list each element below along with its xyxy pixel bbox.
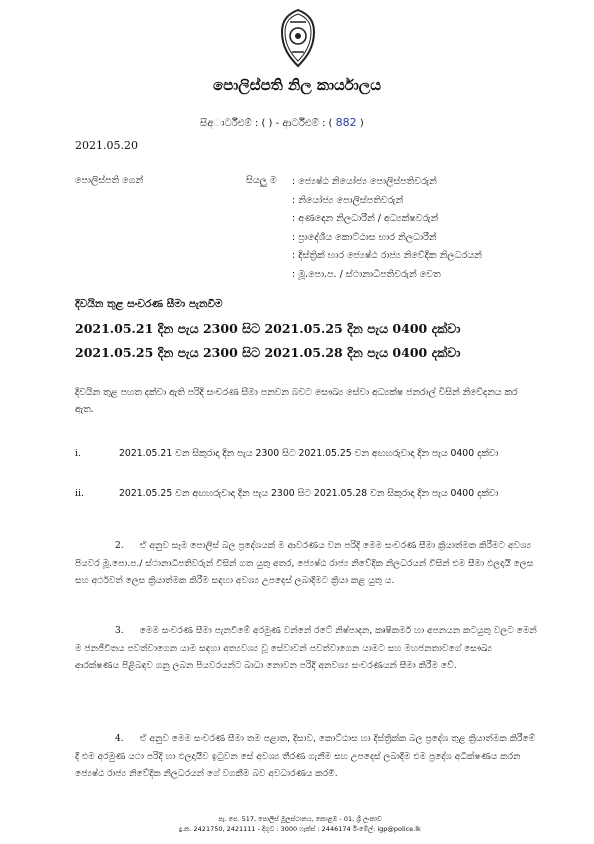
- paragraph-2: [75, 538, 537, 591]
- heading-line-2: 2021.05.25 දින පැය 2300 සිට 2021.05.28 දින පැය 0400 දක්වා: [75, 345, 461, 360]
- paragraph-number: 4.: [115, 734, 124, 744]
- list-item-number: i.: [75, 448, 81, 459]
- recipient-item: : මූ.පො.ප. / ස්ථානාධිපතිවරුන් වෙත: [292, 268, 441, 280]
- footer-contacts: දු.ක. 2421750, 2421111 - දිගුව : 3000 ෆැක්ස් : 2446174 ඊ-මේල්: igp@police.lk: [179, 825, 421, 833]
- paragraph-text: ඒ අනුව මෙම සංචරණ සීමා තම පළාත, දිසාව, කොට්ඨාස හා දිස්ත්‍රික්ක බල ප්‍රදේශ තුළ ක්‍රියාත්මක කිරීමේ දී එම අරමුණ යථා පරිදි හා ඵලදායීව ඉටුවන සේ අවශ්‍ය තීරණ ගැනීම සහ උපදෙස් ලබාදීම එම ප්‍රදේශ අධීක්ෂණය කරන ජ්‍යෙෂ්ඨ රාජ්‍ය නිවේදික නිලධරයන් ගේ වගකීම බව අවධාරණය කරමි.: [75, 734, 536, 779]
- footer-address: පැ. පෙ. 517, පොලිස් මූලස්ථානය, කොළඹ - 01, ශ්‍රී ලංකාව: [218, 815, 382, 823]
- subject: දිවයින තුළ සංචරණ සීමා පැනවීම: [75, 298, 223, 310]
- intro-paragraph: දිවයින තුළ පහත දක්වා ඇති පරිදි සංචරණ සීමා පනවන බවට සෞඛ්‍ය සේවා අධ්‍යක්ෂ ජනරාල් විසින් නිවේදනය කර ඇත.: [75, 387, 518, 415]
- heading-line-1: 2021.05.21 දින පැය 2300 සිට 2021.05.25 දින පැය 0400 දක්වා: [75, 321, 461, 336]
- paragraph-text: ඒ අනුව සෑම පොලිස් බල ප්‍රදේශයක් ම ආවරණය වන පරිදි මෙම සංචරණ සීමා ක්‍රියාත්මක කිරීමට අවශ්‍ය පියවර මූ.පො.ප./ ස්ථානාධිපතිවරුන් විසින් ගත යුතු අතර, ජ්‍යෙෂ්ඨ රාජ්‍ය නිවේදික නිලධරයන් විසින් එම සීමා ඵලදායී ලෙස සහ අර්ථවත් ලෙස ක්‍රියාත්මක කිරීම සඳහා අවශ්‍ය උපදෙස් ලබාදීමට ක්‍රියා කළ යුතු ය.: [75, 541, 534, 586]
- recipient-item: : අණදෙන නිලධාරීන් / අධ්‍යක්ෂවරුන්: [292, 213, 439, 224]
- office-title: පොලිස්පති නිල කාර්යාලය: [212, 76, 382, 94]
- list-item-text: 2021.05.25 වන අඟහරුවාදා දින පැය 2300 සිට 2021.05.28 වන සිකුරාදා දින පැය 0400 දක්වා: [119, 488, 499, 499]
- recipient-item: : දිස්ත්‍රික් භාර ජ්‍යෙෂ්ඨ රාජ්‍ය නිවේදික නිලධරයන්: [292, 250, 482, 261]
- recipient-item: : ජ්‍යෙෂ්ඨ නියෝජ්‍ය පොලිස්පතිවරුන්: [292, 176, 437, 187]
- footer: [150, 814, 450, 834]
- list-item-number: ii.: [75, 488, 84, 499]
- recipient-item: : නියෝජ්‍ය පොලිස්පතිවරුන්: [292, 194, 404, 206]
- reference-close: ): [359, 118, 364, 129]
- paragraph-text: මෙම සංචරණ සීමා පැනවීමේ අරමුණ වන්නේ රටේ නිෂ්පාදන, කෘෂිකර්ම හා අපනයන කටයුතු වලට මෙන් ම ජනජීවිතය පවත්වාගෙන යාම සඳහා අත්‍යවශ්‍ය වූ සේවාවන් පවත්වාගෙන යාමට සහ මහජනතාවගේ සෞඛ්‍ය ආරක්ෂණය පිළිබඳව ගනු ලබන පියවරයන්ට බාධා නොවන පරිදි අනවශ්‍ය සංචරණයන් සීමා කිරීම වේ.: [75, 626, 537, 671]
- list-item-text: 2021.05.21 වන සිකුරාදා දින පැය 2300 සිට 2021.05.25 වන අඟහරුවාදා දින පැය 0400 දක්වා: [119, 448, 499, 459]
- paragraph-3: [75, 623, 537, 676]
- reference-label: සීඅාර්ටීඑම් : ( ) - ආර්ටීඑම් : (: [200, 118, 333, 129]
- paragraph-number: 2.: [115, 541, 124, 551]
- reference-line: [200, 116, 364, 129]
- police-emblem-icon: [278, 8, 318, 68]
- paragraph-4: [75, 731, 537, 784]
- letter-date: 2021.05.20: [75, 139, 138, 152]
- recipient-lead: සියලු ම: [246, 175, 277, 186]
- recipient-item: : ප්‍රාදේශීය කොට්ඨාස භාර නිලධාරීන්: [292, 231, 437, 243]
- sender: පොලිස්පති ගෙන්: [75, 175, 144, 186]
- recipient-list: [292, 175, 482, 286]
- paragraph-number: 3.: [115, 626, 124, 636]
- reference-number: 882: [335, 116, 357, 129]
